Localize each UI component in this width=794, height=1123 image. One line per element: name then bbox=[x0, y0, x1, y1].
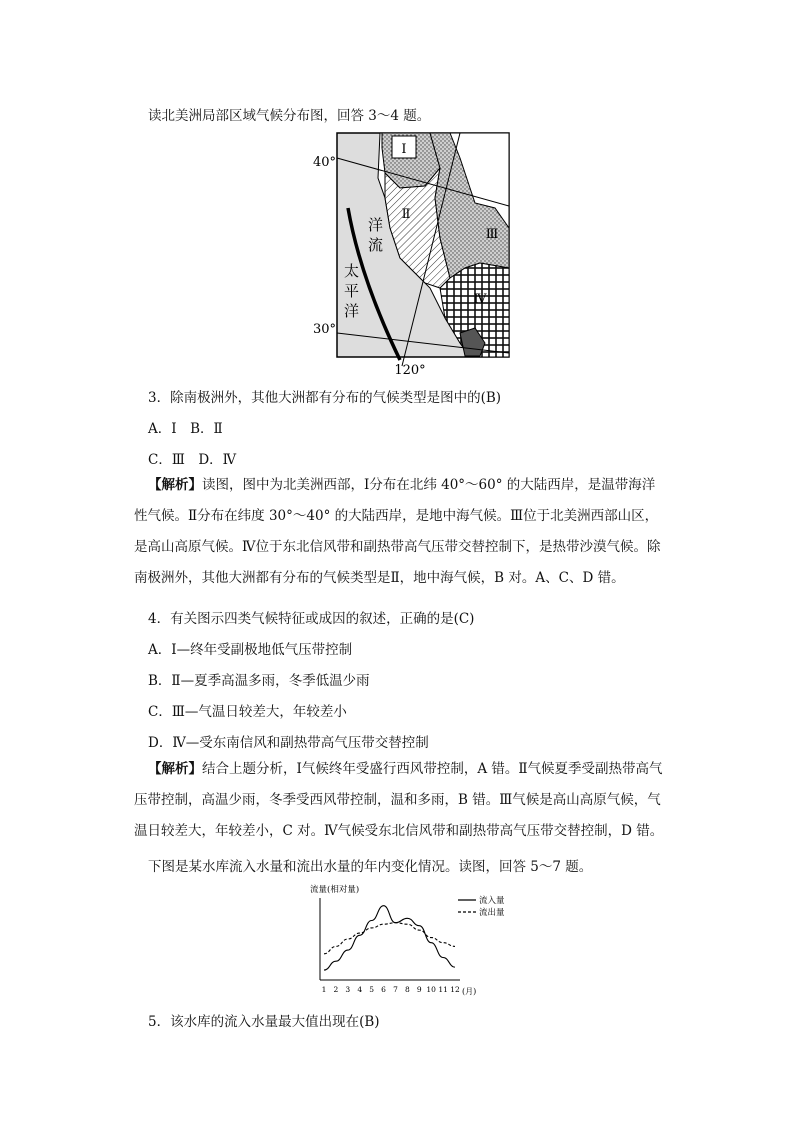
q4-option-b: B．Ⅱ—夏季高温多雨，冬季低温少雨 bbox=[148, 673, 370, 689]
flow-chart-svg bbox=[300, 880, 530, 1000]
x-tick-label: 5 bbox=[369, 985, 375, 994]
x-tick-label: 12 bbox=[450, 985, 460, 994]
x-tick-label: 3 bbox=[345, 985, 351, 994]
x-tick-label: 11 bbox=[438, 985, 448, 994]
x-tick-label: 9 bbox=[416, 985, 422, 994]
x-tick-label: 4 bbox=[357, 985, 363, 994]
lon-120-label: 120° bbox=[394, 363, 426, 378]
x-axis-unit: (月) bbox=[462, 987, 477, 996]
x-tick-label: 6 bbox=[381, 985, 386, 994]
q4-analysis-tag: 【解析】 bbox=[148, 761, 202, 777]
region-iii-label: Ⅲ bbox=[485, 227, 499, 242]
q3-analysis-tag: 【解析】 bbox=[148, 477, 202, 493]
region-ii-label: Ⅱ bbox=[401, 207, 411, 222]
x-tick-label: 2 bbox=[333, 985, 339, 994]
q3-analysis bbox=[134, 470, 664, 594]
q4-option-d: D．Ⅳ—受东南信风和副热带高气压带交替控制 bbox=[148, 735, 429, 751]
q4-option-a: A．Ⅰ—终年受副极地低气压带控制 bbox=[148, 642, 353, 658]
ocean-char-1: 太 bbox=[344, 262, 360, 280]
q4-analysis bbox=[134, 754, 664, 847]
climate-map-figure bbox=[300, 128, 530, 378]
intro-5-7: 下图是某水库流入水量和流出水量的年内变化情况。读图，回答 5～7 题。 bbox=[148, 859, 593, 875]
lat-30-label: 30° bbox=[312, 322, 336, 337]
q3-options-cd: C．Ⅲ D．Ⅳ bbox=[148, 452, 237, 468]
legend-inflow-label: 流入量 bbox=[479, 896, 505, 906]
outflow-series-line bbox=[324, 923, 455, 954]
q4-analysis-text: 结合上题分析，Ⅰ气候终年受盛行西风带控制，A 错。Ⅱ气候夏季受副热带高气压带控制，高温少雨，冬季受西风带控制，温和多雨，B 错。Ⅲ气候是高山高原气候，气温日较差大，年较差小，C 对。Ⅳ气候受东北信风带和副热带高气压带交替控制，D 错。 bbox=[134, 761, 664, 839]
q3-options-ab: A．Ⅰ B．Ⅱ bbox=[148, 421, 223, 437]
inflow-series-line bbox=[324, 906, 455, 970]
y-axis-label: 流量(相对量) bbox=[310, 885, 360, 895]
q3-stem: 3．除南极洲外，其他大洲都有分布的气候类型是图中的(B) bbox=[148, 390, 502, 406]
x-tick-label: 1 bbox=[321, 985, 327, 994]
ocean-char-2: 平 bbox=[344, 282, 360, 300]
current-char-1: 洋 bbox=[368, 216, 384, 234]
region-iv-label: Ⅳ bbox=[473, 292, 487, 307]
q4-option-c: C．Ⅲ—气温日较差大，年较差小 bbox=[148, 704, 347, 720]
region-i-label: Ⅰ bbox=[401, 142, 407, 157]
q5-stem: 5．该水库的流入水量最大值出现在(B) bbox=[148, 1014, 380, 1030]
lat-40-label: 40° bbox=[312, 155, 336, 170]
x-tick-label: 7 bbox=[393, 985, 398, 994]
x-tick-label: 10 bbox=[426, 985, 436, 994]
ocean-char-3: 洋 bbox=[344, 302, 360, 320]
q4-stem: 4．有关图示四类气候特征或成因的叙述，正确的是(C) bbox=[148, 611, 475, 627]
flow-chart-figure bbox=[300, 880, 530, 1000]
legend-outflow-label: 流出量 bbox=[479, 908, 505, 918]
x-tick-label: 8 bbox=[404, 985, 410, 994]
climate-map-svg bbox=[300, 128, 530, 378]
current-char-2: 流 bbox=[368, 236, 384, 254]
q3-analysis-text: 读图，图中为北美洲西部，Ⅰ分布在北纬 40°～60° 的大陆西岸，是温带海洋性气候。Ⅱ分布在纬度 30°～40° 的大陆西岸，是地中海气候。Ⅲ位于北美洲西部山区，是高山高原气候。Ⅳ位于东北信风带和副热带高气压带交替控制下，是热带沙漠气候。除南极洲外，其他大洲都有分布的气候类型是Ⅱ，地中海气候，B 对。A、C、D 错。 bbox=[134, 477, 661, 586]
intro-3-4: 读北美洲局部区域气候分布图，回答 3～4 题。 bbox=[148, 108, 431, 124]
